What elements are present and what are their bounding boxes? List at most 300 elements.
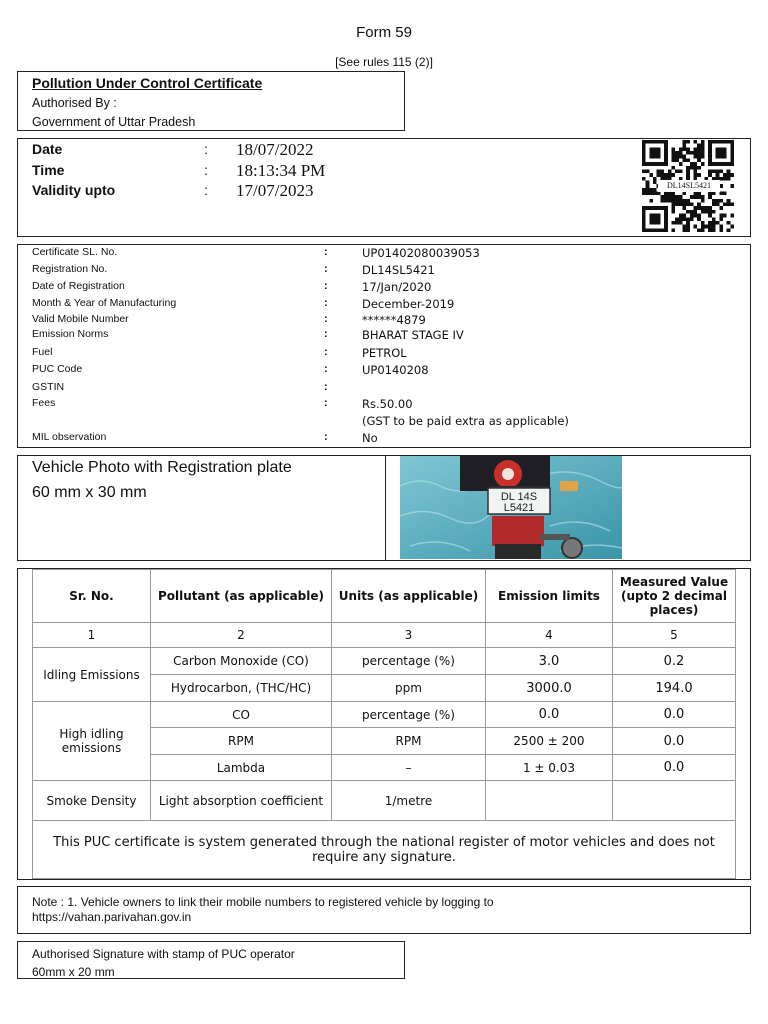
qr-module: [682, 192, 686, 196]
qr-module: [642, 169, 646, 173]
qr-module: [694, 195, 698, 199]
signature-size: 60mm x 20 mm: [32, 965, 115, 979]
qr-module: [679, 147, 683, 151]
validity-label: Validity upto: [32, 182, 116, 198]
qr-module: [682, 199, 686, 203]
qr-module: [679, 195, 683, 199]
note-text: Note : 1. Vehicle owners to link their mobile numbers to registered vehicle by logging to: [32, 895, 494, 909]
detail-label: GSTIN: [32, 381, 65, 393]
detail-value: UP0140208: [362, 363, 429, 377]
qr-module: [708, 228, 712, 232]
category-smoke-density: Smoke Density: [33, 781, 151, 821]
qr-module: [694, 155, 698, 159]
colon: :: [204, 141, 208, 157]
limit-cell: [486, 781, 613, 821]
qr-module: [719, 225, 723, 229]
qr-module: [727, 177, 731, 181]
qr-module: [712, 203, 716, 207]
colon: :: [324, 431, 328, 443]
qr-module: [690, 162, 694, 166]
qr-module: [719, 217, 723, 221]
qr-module: [682, 144, 686, 148]
measured-cell: [613, 781, 736, 821]
certificate-header: [17, 71, 405, 131]
qr-module: [701, 195, 705, 199]
qr-module: [682, 225, 686, 229]
qr-module: [682, 217, 686, 221]
qr-module: [675, 199, 679, 203]
table-footer-row: [33, 821, 736, 879]
qr-module: [712, 210, 716, 214]
authority-name: Government of Uttar Pradesh: [32, 115, 196, 129]
qr-module: [653, 188, 657, 192]
qr-module: [694, 151, 698, 155]
qr-module: [730, 214, 734, 218]
qr-module: [712, 225, 716, 229]
qr-module: [727, 203, 731, 207]
qr-module: [660, 169, 664, 173]
qr-module: [705, 210, 709, 214]
qr-module: [730, 225, 734, 229]
qr-module: [690, 195, 694, 199]
limit-cell: 0.0: [486, 702, 613, 728]
qr-module: [679, 162, 683, 166]
qr-module: [668, 169, 672, 173]
photo-divider: [385, 456, 386, 560]
qr-module: [712, 169, 716, 173]
qr-module: [671, 206, 675, 210]
qr-module: [712, 228, 716, 232]
qr-module: [701, 206, 705, 210]
qr-module: [686, 169, 690, 173]
qr-module: [708, 206, 712, 210]
validity-value: 17/07/2023: [236, 181, 314, 200]
qr-module: [712, 192, 716, 196]
qr-module: [697, 195, 701, 199]
qr-module: [690, 217, 694, 221]
header-sr-no: Sr. No.: [33, 570, 151, 623]
header-units: Units (as applicable): [332, 570, 486, 623]
colon: :: [324, 297, 328, 309]
qr-module: [719, 169, 723, 173]
qr-module: [723, 203, 727, 207]
time-value: 18:13:34 PM: [236, 161, 326, 180]
detail-label: MIL observation: [32, 431, 107, 443]
qr-module: [716, 169, 720, 173]
pollutant-cell: RPM: [151, 728, 332, 755]
qr-module: [697, 144, 701, 148]
colon: :: [324, 328, 328, 340]
time-label: Time: [32, 162, 65, 178]
units-cell: ppm: [332, 675, 486, 702]
qr-module: [719, 206, 723, 210]
measured-cell: 0.2: [613, 648, 736, 675]
qr-module: [671, 221, 675, 225]
qr-module: [682, 155, 686, 159]
qr-module: [708, 192, 712, 196]
measured-cell: 0.0: [613, 702, 736, 728]
qr-module: [716, 221, 720, 225]
qr-module: [730, 203, 734, 207]
qr-module: [668, 195, 672, 199]
qr-module: [694, 166, 698, 170]
table-row: [33, 781, 736, 821]
qr-module: [675, 151, 679, 155]
qr-module: [668, 192, 672, 196]
certificate-title: Pollution Under Control Certificate: [32, 75, 263, 91]
detail-value: (GST to be paid extra as applicable): [362, 414, 569, 428]
qr-module: [723, 192, 727, 196]
qr-module: [686, 151, 690, 155]
qr-module: [686, 221, 690, 225]
qr-module: [664, 195, 668, 199]
date-value: 18/07/2022: [236, 140, 314, 159]
qr-module: [679, 203, 683, 207]
table-header-row: [33, 570, 736, 623]
qr-module: [701, 144, 705, 148]
qr-module: [668, 199, 672, 203]
qr-module: [701, 162, 705, 166]
qr-module: [657, 192, 661, 196]
qr-module: [675, 217, 679, 221]
detail-label: Registration No.: [32, 263, 108, 275]
qr-module: [712, 221, 716, 225]
qr-module: [697, 151, 701, 155]
detail-label: Fees: [32, 397, 56, 409]
measured-cell: 0.0: [613, 755, 736, 781]
qr-module: [708, 225, 712, 229]
qr-module: [705, 206, 709, 210]
photo-title: Vehicle Photo with Registration plate: [32, 459, 292, 476]
qr-module: [727, 199, 731, 203]
qr-module: [708, 195, 712, 199]
qr-module: [664, 192, 668, 196]
qr-module: [682, 228, 686, 232]
qr-module: [697, 158, 701, 162]
category-idling: Idling Emissions: [33, 648, 151, 702]
colon: :: [204, 182, 208, 198]
table-row: [33, 648, 736, 675]
table-row: [33, 702, 736, 728]
qr-module: [679, 155, 683, 159]
vahan-link[interactable]: https://vahan.parivahan.gov.in: [32, 910, 192, 924]
system-generated-note: This PUC certificate is system generated through the national register of motor vehicles and does not require any signature.: [33, 821, 736, 879]
qr-module: [649, 173, 653, 177]
qr-module: [686, 228, 690, 232]
detail-label: Certificate SL. No.: [32, 246, 118, 258]
qr-module: [646, 192, 650, 196]
qr-module: [697, 166, 701, 170]
rules-reference: [See rules 115 (2)]: [335, 55, 433, 69]
colon: :: [324, 346, 328, 358]
units-cell: 1/metre: [332, 781, 486, 821]
qr-module: [675, 155, 679, 159]
qr-module: [694, 162, 698, 166]
column-number: 1: [33, 623, 151, 648]
qr-module: [697, 192, 701, 196]
qr-module: [682, 206, 686, 210]
colon: :: [324, 263, 328, 275]
qr-module: [671, 166, 675, 170]
qr-module: [694, 225, 698, 229]
qr-module: [671, 228, 675, 232]
qr-module: [701, 228, 705, 232]
qr-module: [679, 221, 683, 225]
qr-module: [723, 173, 727, 177]
qr-module: [697, 206, 701, 210]
qr-module: [664, 173, 668, 177]
photo-size: 60 mm x 30 mm: [32, 484, 147, 501]
detail-value: Rs.50.00: [362, 397, 413, 411]
qr-module: [675, 195, 679, 199]
colon: :: [324, 363, 328, 375]
qr-module: [694, 192, 698, 196]
qr-module: [708, 173, 712, 177]
qr-module: [671, 155, 675, 159]
qr-module: [686, 173, 690, 177]
qr-module: [708, 169, 712, 173]
colon: :: [324, 280, 328, 292]
qr-module: [716, 203, 720, 207]
header-measured-value: Measured Value (upto 2 decimal places): [613, 570, 736, 623]
qr-module: [671, 199, 675, 203]
detail-value: 17/Jan/2020: [362, 280, 432, 294]
detail-value: UP01402080039053: [362, 246, 480, 260]
units-cell: percentage (%): [332, 648, 486, 675]
qr-module: [701, 225, 705, 229]
limit-cell: 2500 ± 200: [486, 728, 613, 755]
qr-module: [694, 173, 698, 177]
qr-module: [708, 210, 712, 214]
detail-label: Valid Mobile Number: [32, 313, 129, 325]
qr-module: [679, 217, 683, 221]
qr-module: [646, 169, 650, 173]
qr-module: [646, 180, 650, 184]
form-title: Form 59: [356, 24, 412, 41]
qr-module: [719, 199, 723, 203]
qr-module: [682, 203, 686, 207]
qr-module: [660, 199, 664, 203]
limit-cell: 3000.0: [486, 675, 613, 702]
table-row: [33, 623, 736, 648]
measured-cell: 194.0: [613, 675, 736, 702]
qr-module: [697, 217, 701, 221]
qr-module: [727, 173, 731, 177]
column-number: 4: [486, 623, 613, 648]
colon: :: [324, 381, 328, 393]
qr-module: [694, 210, 698, 214]
detail-value: PETROL: [362, 346, 407, 360]
plate-line-2: L5421: [503, 502, 535, 514]
qr-module: [671, 151, 675, 155]
qr-module: [671, 192, 675, 196]
column-number: 3: [332, 623, 486, 648]
qr-module: [697, 155, 701, 159]
qr-module: [686, 225, 690, 229]
signature-section: [17, 941, 405, 979]
qr-module: [716, 199, 720, 203]
units-cell: RPM: [332, 728, 486, 755]
qr-module: [649, 192, 653, 196]
qr-module: [671, 158, 675, 162]
qr-module: [701, 199, 705, 203]
qr-module: [686, 166, 690, 170]
qr-module: [727, 228, 731, 232]
qr-module: [675, 203, 679, 207]
colon: :: [324, 313, 328, 325]
qr-module: [642, 192, 646, 196]
qr-module: [694, 147, 698, 151]
detail-label: Date of Registration: [32, 280, 125, 292]
qr-module: [686, 199, 690, 203]
qr-module: [697, 228, 701, 232]
qr-module: [653, 177, 657, 181]
qr-module: [719, 214, 723, 218]
detail-label: Fuel: [32, 346, 53, 358]
qr-module: [686, 147, 690, 151]
measured-cell: 0.0: [613, 728, 736, 755]
qr-module: [730, 184, 734, 188]
qr-module: [719, 192, 723, 196]
qr-module: [653, 180, 657, 184]
plate-line-1: DL 14S: [500, 491, 538, 503]
qr-module: [671, 147, 675, 151]
header-emission-limits: Emission limits: [486, 570, 613, 623]
authorised-by-label: Authorised By :: [32, 96, 117, 110]
pollutant-cell: Lambda: [151, 755, 332, 781]
pollutant-cell: Hydrocarbon, (THC/HC): [151, 675, 332, 702]
detail-label: PUC Code: [32, 363, 83, 375]
detail-value: BHARAT STAGE IV: [362, 328, 464, 342]
qr-module: [649, 199, 653, 203]
qr-module: [657, 169, 661, 173]
qr-module: [694, 206, 698, 210]
header-pollutant: Pollutant (as applicable): [151, 570, 332, 623]
colon: :: [204, 162, 208, 178]
qr-module: [646, 188, 650, 192]
qr-module: [671, 203, 675, 207]
qr-module: [701, 140, 705, 144]
qr-module: [708, 221, 712, 225]
qr-module: [660, 195, 664, 199]
qr-module: [660, 173, 664, 177]
qr-module: [686, 140, 690, 144]
date-label: Date: [32, 141, 63, 157]
qr-module: [679, 199, 683, 203]
qr-module: [719, 228, 723, 232]
qr-module: [690, 214, 694, 218]
qr-module: [694, 140, 698, 144]
qr-module: [712, 199, 716, 203]
qr-module: [664, 199, 668, 203]
qr-module: [675, 221, 679, 225]
qr-module: [716, 173, 720, 177]
qr-module: [697, 214, 701, 218]
vehicle-details: [17, 244, 751, 448]
qr-module: [657, 173, 661, 177]
note-section: [17, 886, 751, 934]
qr-module: [682, 147, 686, 151]
emissions-table: [32, 569, 736, 879]
qr-module: [701, 155, 705, 159]
qr-module: [671, 195, 675, 199]
detail-label: Month & Year of Manufacturing: [32, 297, 177, 309]
detail-value: DL14SL5421: [362, 263, 435, 277]
qr-module: [686, 210, 690, 214]
colon: :: [324, 397, 328, 409]
detail-value: No: [362, 431, 378, 445]
limit-cell: 1 ± 0.03: [486, 755, 613, 781]
qr-module: [679, 214, 683, 218]
qr-module: [701, 151, 705, 155]
qr-module: [682, 140, 686, 144]
qr-module: [671, 210, 675, 214]
qr-module: [679, 151, 683, 155]
qr-module: [653, 192, 657, 196]
qr-module: [686, 217, 690, 221]
qr-module: [686, 158, 690, 162]
detail-value: ******4879: [362, 313, 426, 327]
qr-module: [712, 217, 716, 221]
qr-module: [646, 184, 650, 188]
column-number: 2: [151, 623, 332, 648]
pollutant-cell: Carbon Monoxide (CO): [151, 648, 332, 675]
qr-module: [705, 225, 709, 229]
qr-module: [727, 221, 731, 225]
qr-module: [642, 188, 646, 192]
signature-label: Authorised Signature with stamp of PUC operator: [32, 947, 295, 961]
pollutant-cell: CO: [151, 702, 332, 728]
qr-module: [697, 173, 701, 177]
qr-module: [723, 214, 727, 218]
qr-module: [675, 158, 679, 162]
qr-module: [727, 169, 731, 173]
qr-module: [723, 177, 727, 181]
column-number: 5: [613, 623, 736, 648]
qr-module: [697, 203, 701, 207]
detail-value: December-2019: [362, 297, 455, 311]
qr-module: [675, 169, 679, 173]
qr-module: [690, 151, 694, 155]
qr-module: [694, 214, 698, 218]
qr-module: [697, 147, 701, 151]
qr-module: [671, 173, 675, 177]
qr-module: [708, 214, 712, 218]
qr-module: [668, 173, 672, 177]
qr-module: [690, 166, 694, 170]
qr-module: [701, 210, 705, 214]
qr-registration-label: DL14SL5421: [658, 180, 720, 192]
detail-label: Emission Norms: [32, 328, 109, 340]
qr-module: [649, 188, 653, 192]
qr-module: [642, 177, 646, 181]
qr-module: [690, 210, 694, 214]
qr-module: [682, 214, 686, 218]
qr-module: [690, 203, 694, 207]
qr-module: [730, 173, 734, 177]
units-cell: –: [332, 755, 486, 781]
category-high-idling: High idling emissions: [33, 702, 151, 781]
units-cell: percentage (%): [332, 702, 486, 728]
qr-module: [694, 169, 698, 173]
vehicle-photo-section: [17, 455, 751, 561]
colon: :: [324, 246, 328, 258]
vehicle-photo: [400, 456, 622, 559]
qr-module: [701, 147, 705, 151]
qr-module: [679, 169, 683, 173]
pollutant-cell: Light absorption coefficient: [151, 781, 332, 821]
qr-module: [682, 158, 686, 162]
